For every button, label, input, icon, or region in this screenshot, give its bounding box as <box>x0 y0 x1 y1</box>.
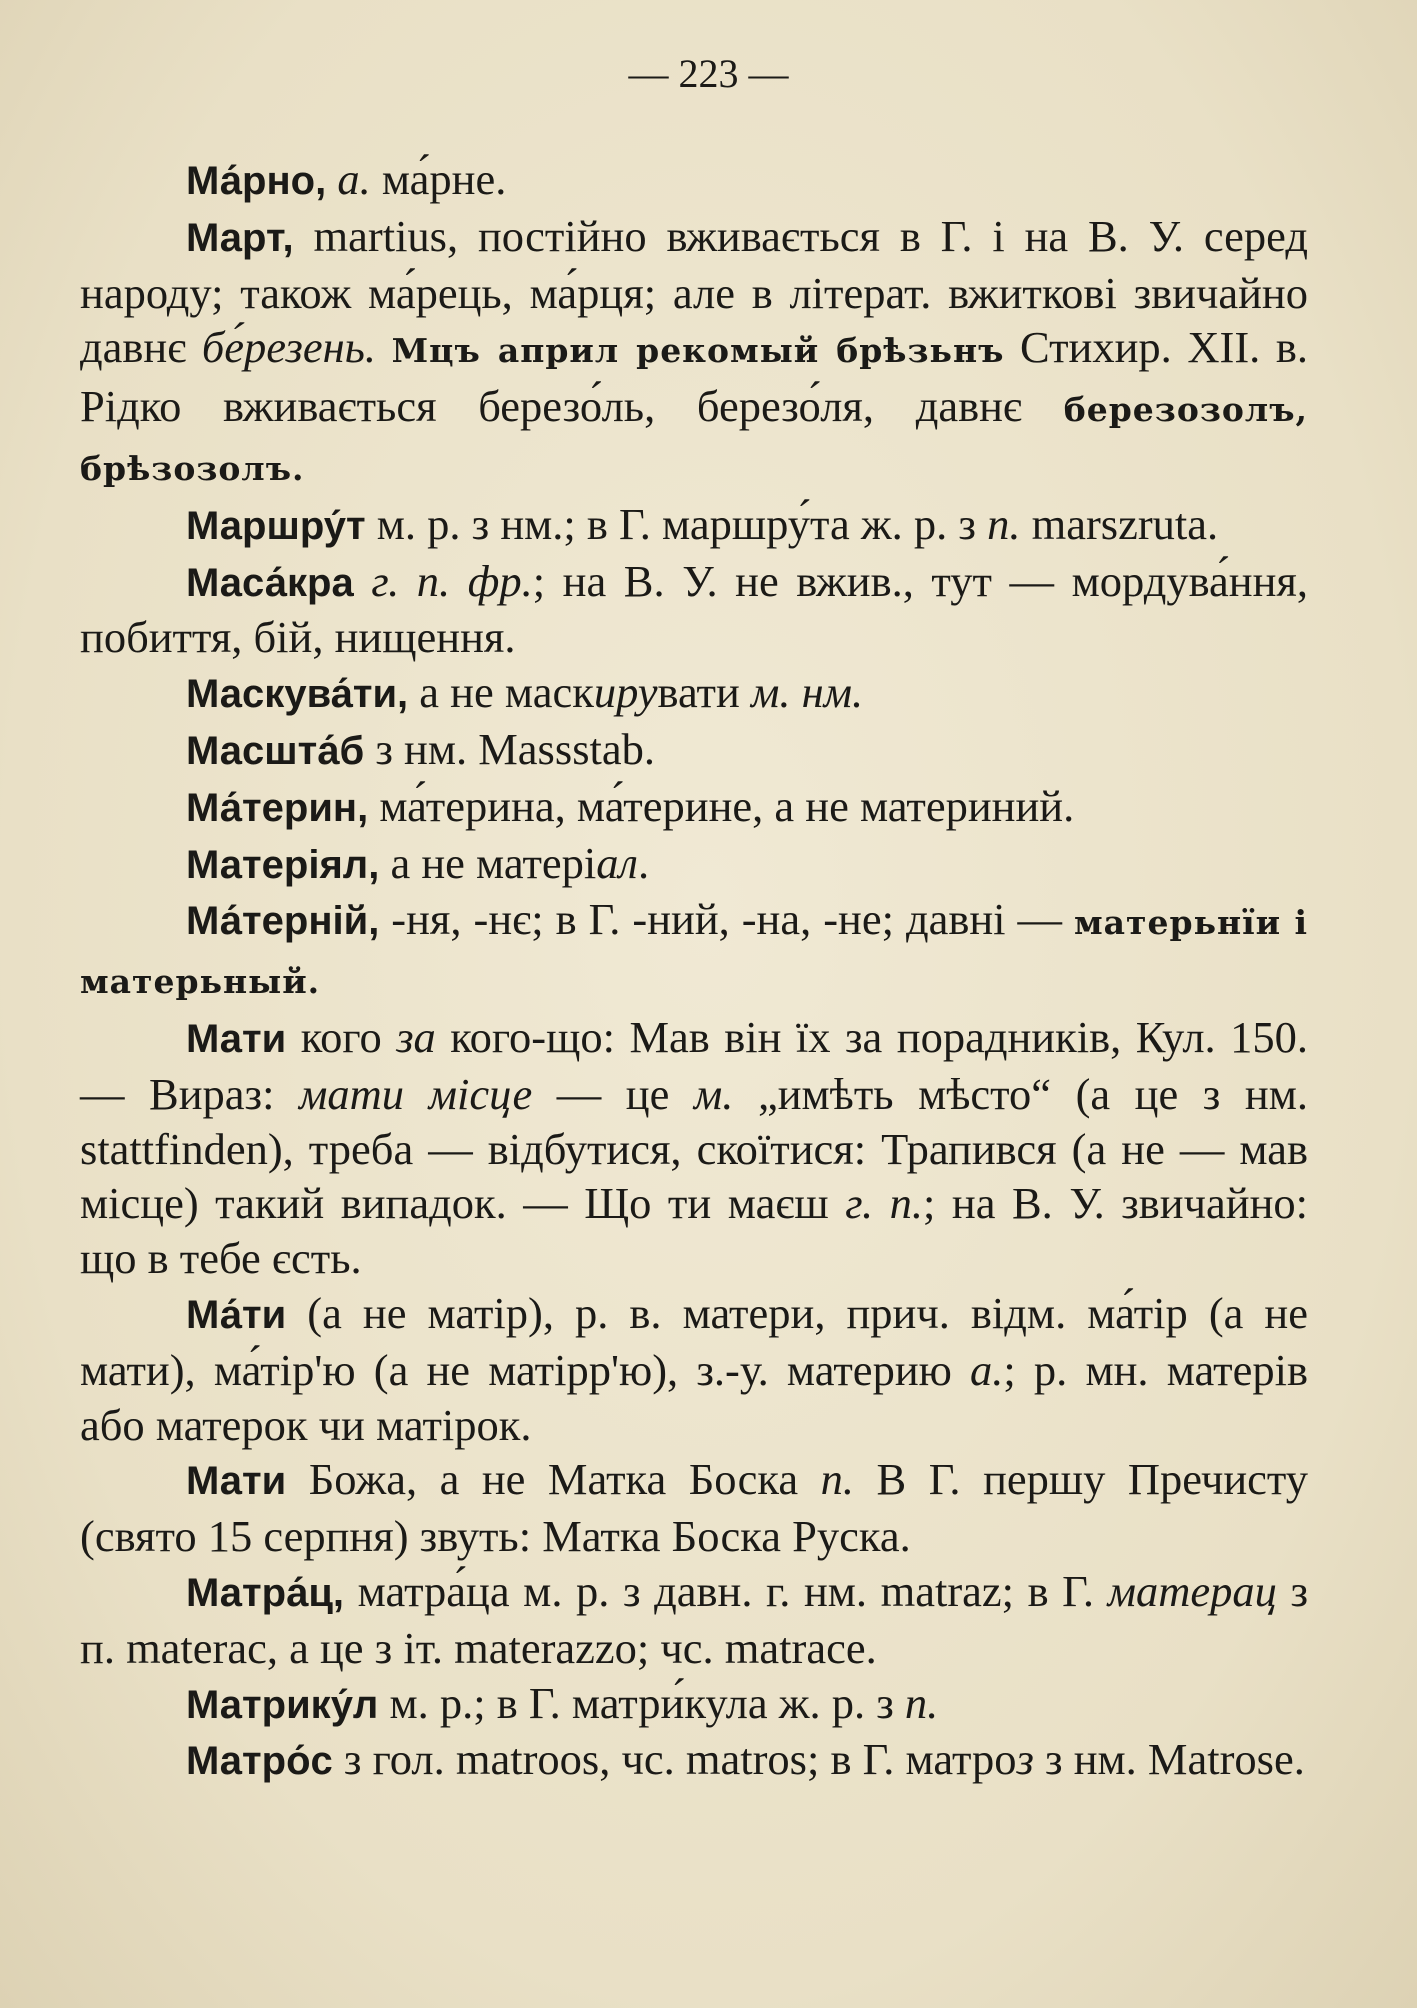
headword: Ма́терин, <box>186 785 369 830</box>
headword: Март, <box>186 215 294 260</box>
entry-text: вати <box>657 667 740 718</box>
entry-text: матра́ца м. р. з давн. г. нм. matraz; в Г. <box>357 1565 1094 1616</box>
entry-text: кого-що: Мав він їх за порадників, Кул. 150. — Вираз: <box>80 1011 1308 1119</box>
headword: Маса́кра <box>186 560 354 605</box>
italic-term: п. <box>820 1454 855 1505</box>
entry-text: „имѣть мѣсто“ (а це з нм. stattfinden), треба — відбутися, скоїтися: Трапився (а не — мав місце) такий випадок. — Що ти маєш <box>80 1068 1308 1229</box>
entry-masakra <box>80 554 1308 666</box>
headword: Матрику́л <box>186 1682 379 1727</box>
slavonic-quote: матерьнїи і матерьный. <box>80 903 1309 1002</box>
entry-materyn <box>80 779 1308 836</box>
entry-matros <box>80 1732 1308 1789</box>
entry-text: В Г. першу Пречисту (свято 15 серпня) звуть: Матка Боска Руска. <box>80 1454 1309 1562</box>
entry-maty-koho <box>80 1010 1308 1286</box>
italic-term: а. <box>970 1344 1004 1395</box>
slavonic-quote: Мцъ април рекомый брѣзьнъ <box>391 331 1005 371</box>
entry-maternii <box>80 892 1308 1010</box>
headword: Мати <box>186 1016 287 1061</box>
entry-text: з п. materac, а це з іт. materazzo; чс. matrace. <box>80 1565 1309 1673</box>
entry-text: з нм. Massstab. <box>375 723 656 774</box>
entry-text: кого <box>300 1011 382 1062</box>
entry-text: ; на В. У. не вжив., тут — мордува́ння, побиття, бій, нищення. <box>80 555 1308 663</box>
entry-maty-declension <box>80 1286 1308 1452</box>
italic-term: иру <box>593 667 658 718</box>
entry-text: Божа, а не Матка Боска <box>308 1454 799 1505</box>
headword: Ма́терній, <box>186 899 380 944</box>
entry-mart <box>80 209 1308 497</box>
italic-term: м. нм. <box>750 667 864 718</box>
entry-masshtab <box>80 722 1308 779</box>
page-number: — 223 — <box>628 51 789 96</box>
entry-maskuvaty <box>80 665 1308 722</box>
entry-text: м. р. з нм.; в Г. маршру́та ж. р. з <box>376 498 976 549</box>
entry-marno <box>80 152 1308 209</box>
entry-text: -ня, -нє; в Г. -ний, -на, -не; давні — <box>391 894 1063 945</box>
headword: Маскува́ти, <box>186 672 409 717</box>
entry-maty-bozha <box>80 1452 1308 1564</box>
entry-matrykul <box>80 1676 1308 1733</box>
entry-text: з гол. matroos, чс. matros; в Г. матро <box>343 1734 1017 1785</box>
entry-text: — це <box>556 1068 670 1119</box>
headword: Матра́ц, <box>186 1570 345 1615</box>
italic-term: п. <box>987 498 1021 549</box>
entry-text: а не маск <box>419 667 594 718</box>
italic-term: мати місце <box>299 1068 533 1119</box>
entry-text: ; на В. У. звичайно: що в тебе єсть. <box>80 1178 1308 1284</box>
entry-text: м. р.; в Г. матри́кула ж. р. з <box>389 1677 894 1728</box>
entry-text: ; р. мн. матерів або матерок чи матірок. <box>80 1344 1308 1450</box>
italic-term: за <box>396 1011 436 1062</box>
italic-term: з <box>1016 1734 1034 1785</box>
italic-term: ал <box>596 837 638 888</box>
italic-term: матерац <box>1107 1565 1277 1616</box>
entry-matrats <box>80 1564 1308 1676</box>
entry-text: а не матері <box>390 837 597 888</box>
slavonic-quote: березозолъ, брѣзозолъ. <box>80 390 1309 488</box>
headword: Матро́с <box>186 1739 333 1784</box>
headword: Ма́ти <box>186 1292 287 1337</box>
headword: Маршру́т <box>186 503 366 548</box>
headword: Матеріял, <box>186 842 380 887</box>
headword: Мати <box>186 1459 287 1504</box>
entry-text: Стихир. XII. в. Рідко вживається березо́ль, березо́ля, давнє <box>80 322 1309 432</box>
entry-material <box>80 836 1308 893</box>
italic-term: п. <box>904 1677 939 1728</box>
entry-text: ма́рне. <box>381 154 507 204</box>
abbreviation: а. <box>337 154 371 204</box>
italic-term: г. п. <box>845 1178 924 1229</box>
dictionary-text <box>80 152 1308 1789</box>
headword: Ма́рно, <box>186 159 327 203</box>
italic-term: г. п. фр. <box>371 555 533 606</box>
entry-marshrut <box>80 497 1308 554</box>
headword: Масшта́б <box>186 728 365 773</box>
entry-text: з нм. Matrose. <box>1045 1734 1305 1785</box>
italic-term: м. <box>693 1068 734 1119</box>
entry-text: (а не матір), р. в. матери, прич. відм. ма́тір (а не мати), ма́тір'ю (а не матірр'ю), з.-у. материю <box>80 1287 1308 1395</box>
entry-text: ма́терина, ма́терине, а не материний. <box>379 780 1075 831</box>
entry-text: marszruta. <box>1031 498 1219 549</box>
italic-term: бе́резень. <box>201 322 377 373</box>
entry-text: martius, постійно вживається в Г. і на В. У. серед народу; також ма́рець, ма́рця; але в літерат. вжиткові звичайно давнє <box>80 210 1308 373</box>
entry-text: . <box>637 837 650 888</box>
